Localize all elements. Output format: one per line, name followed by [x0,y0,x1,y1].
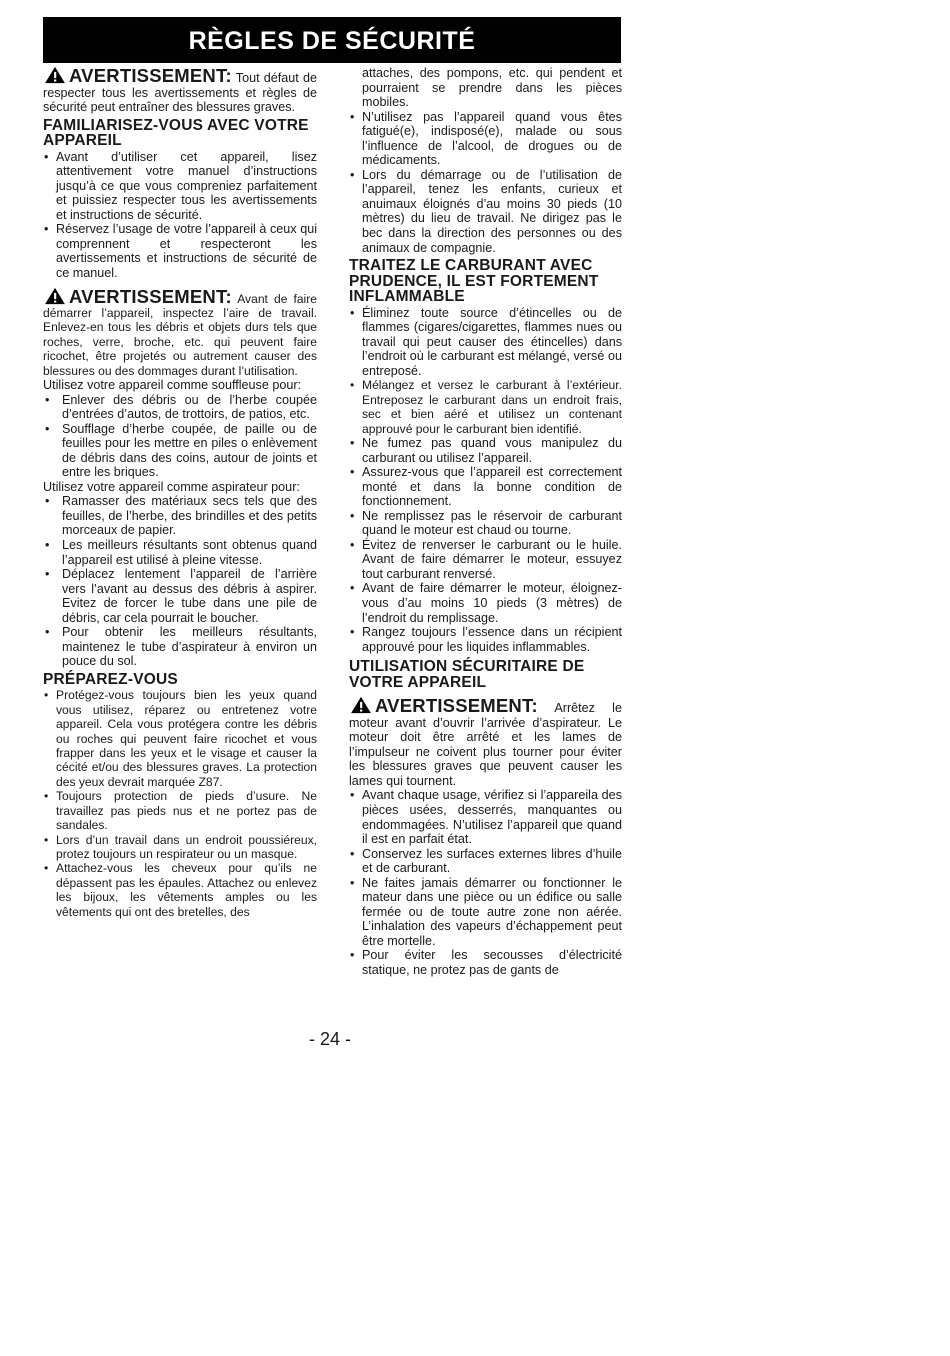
warning-triangle-icon [43,287,67,305]
warning-2 [43,287,317,378]
warning-triangle-icon [349,696,373,714]
fuel-list [349,306,622,655]
section-heading-prepare: PRÉPAREZ-VOUS [43,670,178,688]
list-item: • Lors d’un travail dans un endroit poussiéreux, protez toujours un respirateur ou un masque. [43,833,317,862]
list-item: • Ne fumez pas quand vous manipulez du carburant ou utilisez l’appareil. [349,436,622,465]
vacuum-list [43,494,317,669]
warning-label: AVERTISSEMENT: [69,65,232,86]
list-item: • Pour obtenir les meilleurs résultants, maintenez le tube d’aspirateur à environ un pouce du sol. [43,625,317,669]
warning-text: Arrêtez le moteur avant d’ouvrir l’arrivée d’aspirateur. Le moteur doit être arrêté et les lames de l’impulseur ne coivent plus tourner pour éviter les blessures graves que peuvent causer les lames qui tournent. [349,701,622,788]
warning-label: AVERTISSEMENT: [375,695,538,717]
section-heading-familiarize: FAMILIARISEZ-VOUS AVEC VOTRE APPAREIL [43,116,309,150]
list-item: • Attachez-vous les cheveux pour qu’ils ne dépassent pas les épaules. Attachez ou enlevez les bijoux, les vêtements amples ou les vêtements qui ont des bretelles, des [43,861,317,919]
warning-label: AVERTISSEMENT: [69,285,232,307]
list-item: • Réservez l’usage de votre l’appareil à ceux qui comprennent et respecteront les avertissements et instructions de sécurité de ce manuel. [43,222,317,280]
section-heading-fuel: TRAITEZ LE CARBURANT AVEC PRUDENCE, IL EST FORTEMENT INFLAMMABLE [349,257,599,306]
list-item: • Ne faites jamais démarrer ou fonctionner le mateur dans une pièce ou un édifice ou salle fermée ou de toute autre zone non aérée. L’inhalation des vapeurs d’échappement peut être mortelle. [349,876,622,949]
warning-text: Tout défaut de respecter tous les avertissements et règles de sécurité peut entraîner des blessures graves. [43,71,317,115]
warning-triangle-icon [43,66,67,84]
list-item: • Ramasser des matériaux secs tels que des feuilles, de l’herbe, des brindilles et des petits morceaux de papier. [43,494,317,538]
list-item: • Avant d’utiliser cet appareil, lisez attentivement votre manuel d’instructions jusqu’à ce que vous compreniez parfaitement et puissiez respecter tous les avertissements et instructions de sécurité. [43,150,317,223]
safe-use-list [349,788,622,977]
list-item: • Avant chaque usage, vérifiez si l’appareila des pièces usées, desserrés, manquantes ou endommagées. N’utilisez l’appareil que quand il est en parfait état. [349,788,622,846]
list-item: • Mélangez et versez le carburant à l’extérieur. Entreposez le carburant dans un endroit frais, sec et bien aéré et utilisez un contenant approuvé pour le carburant bien identifié. [349,378,622,436]
warning-text: Avant de faire démarrer l’appareil, inspectez l’aire de travail. Enlevez-en tous les débris et objets durs tels que roches, verre, broche, etc. qui peuvent faire ricochet, être projetés ou autrement causer des blessures ou des dommages durant l’utilisation. [43,291,317,378]
list-item: • Soufflage d’herbe coupée, de paille ou de feuilles pour les mettre en piles o enlèvement de débris dans des coins, autour de joints et entre les briques. [43,422,317,480]
page-title: RÈGLES DE SÉCURITÉ [188,27,476,55]
list-item: • Conservez les surfaces externes libres d’huile et de carburant. [349,847,622,876]
list-item: • Assurez-vous que l’appareil est correctement monté et dans la bonne condition de fonctionnement. [349,465,622,509]
list-item: • N’utilisez pas l’appareil quand vous êtes fatigué(e), indisposé(e), malade ou sous l’influence de l’alcool, de drogues ou de médicaments. [349,110,622,168]
list-item: • Enlever des débris ou de l’herbe coupée d’entrées d’autos, de trottoirs, de patios, etc. [43,393,317,422]
blower-intro: Utilisez votre appareil comme souffleuse pour: [43,378,302,392]
page-number: - 24 - [308,1029,351,1049]
list-item: • Pour éviter les secousses d’électricité statique, ne protez pas de gants de [349,948,622,977]
list-item: • Lors du démarrage ou de l’utilisation de l’appareil, tenez les enfants, curieux et anuimaux éloignés d’au moins 30 pieds (10 mètres) du lieu de travail. Ne dirigez pas le bec dans la direction des personnes ou des animaux de compagnie. [349,168,622,255]
right-column [349,66,622,978]
list-item: • Éliminez toute source d’étincelles ou de flammes (cigares/cigarettes, flammes nues ou travail qui peut causer des étincelles) dans l’endroit où le carburant est mélangé, versé ou entreposé. [349,306,622,379]
blower-list [43,393,317,480]
page-title-banner [43,17,621,63]
warning-3 [349,696,622,788]
warning-1 [43,66,317,115]
list-item: • Ne remplissez pas le réservoir de carburant quand le moteur est chaud ou tourne. [349,509,622,538]
familiarize-list [43,150,317,281]
list-item: • Les meilleurs résultants sont obtenus quand l’appareil est utilisé à pleine vitesse. [43,538,317,567]
prepare-list [43,688,317,919]
top-list [349,110,622,255]
list-item: • Rangez toujours l’essence dans un récipient approuvé pour les liquides inflammables. [349,625,622,654]
list-item: • Protégez-vous toujours bien les yeux quand vous utilisez, réparez ou entretenez votre appareil. Cela vous protégera contre les débris ou roches qui peuvent faire ricochet et vous frapper dans les yeux et le visage et causer la cécité et/ou des blessures graves. La protection des yeux devrait marquée Z87. [43,688,317,789]
list-item: • Évitez de renverser le carburant ou le huile. Avant de faire démarrer le moteur, essuyez tout carburant renversé. [349,538,622,582]
vacuum-intro: Utilisez votre appareil comme aspirateur pour: [43,479,300,494]
list-item: • Avant de faire démarrer le moteur, éloignez-vous d’au moins 10 pieds (3 mètres) de l’endroit du remplissage. [349,581,622,625]
left-column [43,66,317,919]
section-heading-safe-use: UTILISATION SÉCURITAIRE DE VOTRE APPAREIL [349,658,585,691]
list-item: • Déplacez lentement l’appareil de l’arrière vers l’avant au dessus des débris à aspirer. Evitez de forcer le tube dans une pile de débris, car cela pourrait le boucher. [43,567,317,625]
list-item: • Toujours protection de pieds d’usure. Ne travaillez pas pieds nus et ne portez pas de sandales. [43,789,317,832]
continued-text: attaches, des pompons, etc. qui pendent et pourraient se prendre dans les pièces mobiles. [362,66,622,110]
